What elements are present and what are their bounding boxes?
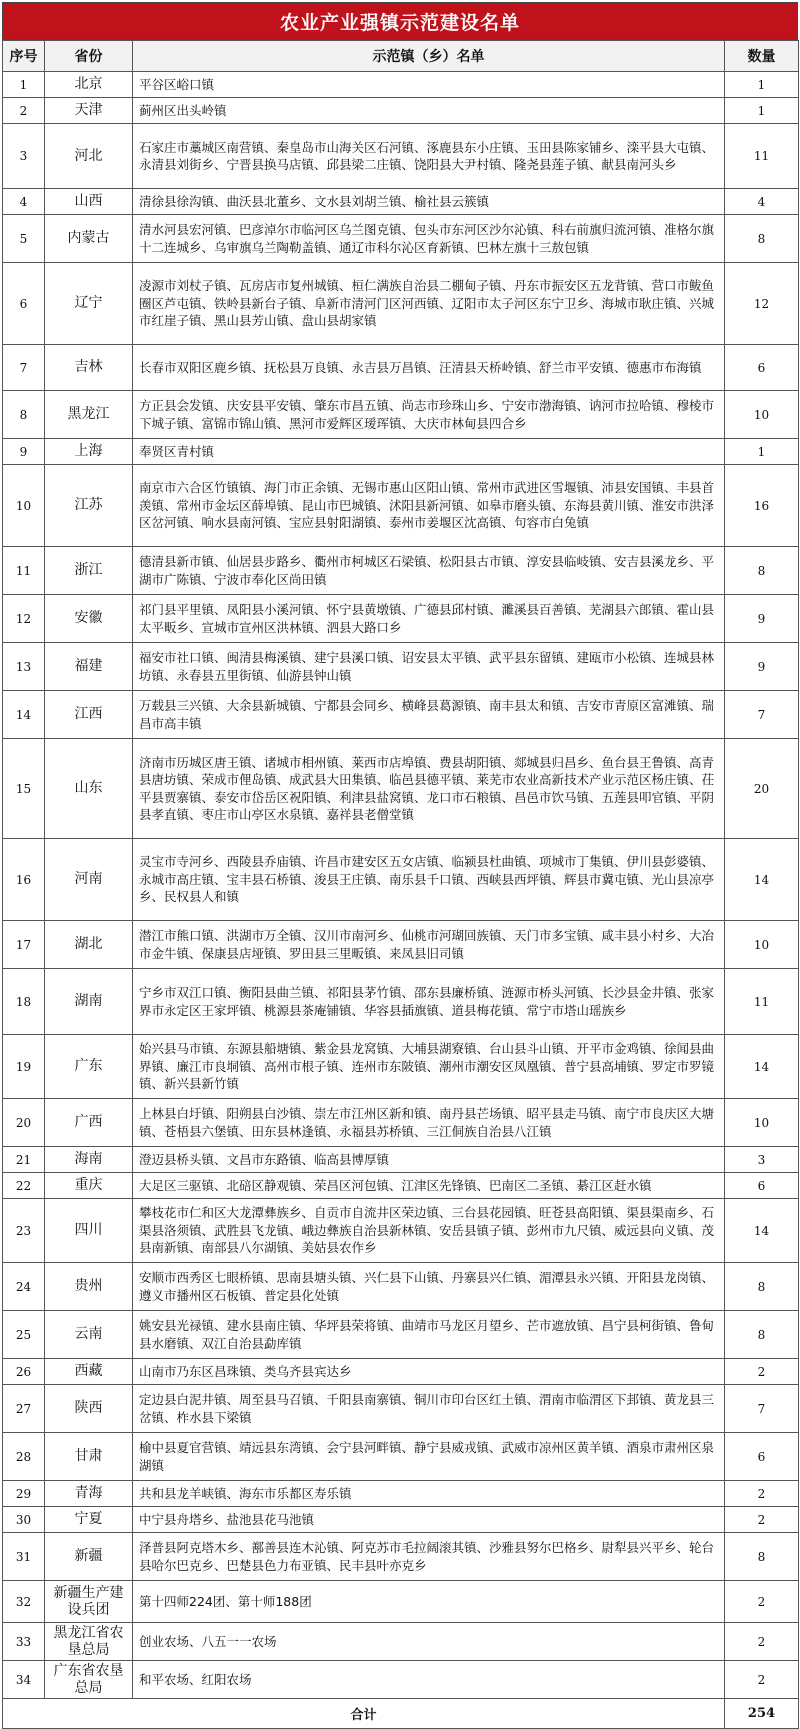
- row-towns: 凌源市刘杖子镇、瓦房店市复州城镇、桓仁满族自治县二棚甸子镇、丹东市振安区五龙背镇、营口市鲅鱼圈区芦屯镇、铁岭县新台子镇、阜新市清河门区河西镇、辽阳市太子河区东宁卫乡、海城市耿庄镇、兴城市红崖子镇、黑山县芳山镇、盘山县胡家镇: [133, 263, 725, 345]
- row-count: 1: [725, 439, 799, 465]
- row-seq: 29: [3, 1481, 45, 1507]
- row-province: 山东: [45, 739, 133, 839]
- row-seq: 28: [3, 1433, 45, 1481]
- row-count: 10: [725, 391, 799, 439]
- header-row: [3, 41, 799, 72]
- row-seq: 24: [3, 1263, 45, 1311]
- row-count: 1: [725, 98, 799, 124]
- row-province: 广东省农垦总局: [45, 1661, 133, 1699]
- table-row: [3, 1385, 799, 1433]
- row-province: 四川: [45, 1199, 133, 1263]
- row-count: 8: [725, 1533, 799, 1581]
- table-row: [3, 465, 799, 547]
- table-row: [3, 189, 799, 215]
- table-row: [3, 595, 799, 643]
- row-towns: 福安市社口镇、闽清县梅溪镇、建宁县溪口镇、诏安县太平镇、武平县东留镇、建瓯市小松镇、连城县林坊镇、永春县五里街镇、仙游县钟山镇: [133, 643, 725, 691]
- table-row: [3, 691, 799, 739]
- row-count: 12: [725, 263, 799, 345]
- row-seq: 31: [3, 1533, 45, 1581]
- row-towns: 始兴县马市镇、东源县船塘镇、紫金县龙窝镇、大埔县湖寮镇、台山县斗山镇、开平市金鸡镇、徐闻县曲界镇、廉江市良垌镇、高州市根子镇、连州市东陂镇、潮州市潮安区凤凰镇、普宁县高埔镇、罗定市罗镜镇、新兴县新竹镇: [133, 1035, 725, 1099]
- table-title: 农业产业强镇示范建设名单: [2, 2, 798, 40]
- row-towns: 上林县白圩镇、阳朔县白沙镇、崇左市江州区新和镇、南丹县芒场镇、昭平县走马镇、南宁市良庆区大塘镇、苍梧县六堡镇、田东县林逢镇、永福县苏桥镇、三江侗族自治县八江镇: [133, 1099, 725, 1147]
- row-province: 黑龙江: [45, 391, 133, 439]
- row-towns: 共和县龙羊峡镇、海东市乐都区寿乐镇: [133, 1481, 725, 1507]
- row-towns: 宁乡市双江口镇、衡阳县曲兰镇、祁阳县茅竹镇、邵东县廉桥镇、涟源市桥头河镇、长沙县金井镇、张家界市永定区王家坪镇、桃源县茶庵铺镇、华容县插旗镇、道县梅花镇、常宁市塔山瑶族乡: [133, 969, 725, 1035]
- row-province: 西藏: [45, 1359, 133, 1385]
- table-row: [3, 969, 799, 1035]
- row-count: 8: [725, 1263, 799, 1311]
- row-seq: 5: [3, 215, 45, 263]
- row-count: 6: [725, 1433, 799, 1481]
- row-towns: 南京市六合区竹镇镇、海门市正余镇、无锡市惠山区阳山镇、常州市武进区雪堰镇、沛县安国镇、丰县首羡镇、常州市金坛区薛埠镇、昆山市巴城镇、沭阳县新河镇、如皋市磨头镇、东海县黄川镇、淮安市洪泽区岔河镇、响水县南河镇、宝应县射阳湖镇、泰州市姜堰区沈高镇、句容市白兔镇: [133, 465, 725, 547]
- row-towns: 姚安县光禄镇、建水县南庄镇、华坪县荣将镇、曲靖市马龙区月望乡、芒市遮放镇、昌宁县柯街镇、鲁甸县水磨镇、双江自治县勐库镇: [133, 1311, 725, 1359]
- row-towns: 平谷区峪口镇: [133, 72, 725, 98]
- table-row: [3, 263, 799, 345]
- row-province: 新疆: [45, 1533, 133, 1581]
- row-count: 10: [725, 1099, 799, 1147]
- row-seq: 26: [3, 1359, 45, 1385]
- row-count: 2: [725, 1661, 799, 1699]
- row-province: 辽宁: [45, 263, 133, 345]
- row-count: 14: [725, 839, 799, 921]
- row-seq: 25: [3, 1311, 45, 1359]
- row-province: 江西: [45, 691, 133, 739]
- header-count: 数量: [725, 41, 799, 72]
- row-count: 8: [725, 1311, 799, 1359]
- row-seq: 30: [3, 1507, 45, 1533]
- row-count: 6: [725, 1173, 799, 1199]
- table-row: [3, 345, 799, 391]
- row-province: 山西: [45, 189, 133, 215]
- row-towns: 澄迈县桥头镇、文昌市东路镇、临高县博厚镇: [133, 1147, 725, 1173]
- row-province: 河南: [45, 839, 133, 921]
- row-seq: 3: [3, 124, 45, 189]
- row-towns: 灵宝市寺河乡、西陵县乔庙镇、许昌市建安区五女店镇、临颍县杜曲镇、项城市丁集镇、伊川县彭婆镇、永城市高庄镇、宝丰县石桥镇、浚县王庄镇、南乐县千口镇、西峡县西坪镇、辉县市冀屯镇、光山县凉亭乡、民权县人和镇: [133, 839, 725, 921]
- row-count: 9: [725, 595, 799, 643]
- row-province: 吉林: [45, 345, 133, 391]
- row-count: 4: [725, 189, 799, 215]
- row-seq: 8: [3, 391, 45, 439]
- row-seq: 11: [3, 547, 45, 595]
- total-label: 合计: [3, 1699, 725, 1729]
- table-row: [3, 391, 799, 439]
- town-list-table: [2, 40, 799, 1729]
- row-towns: 万载县三兴镇、大余县新城镇、宁都县会同乡、横峰县葛源镇、南丰县太和镇、吉安市青原区富滩镇、瑞昌市高丰镇: [133, 691, 725, 739]
- table-body: [3, 72, 799, 1699]
- row-seq: 4: [3, 189, 45, 215]
- table-row: [3, 1533, 799, 1581]
- table-row: [3, 643, 799, 691]
- table-row: [3, 1623, 799, 1661]
- row-seq: 15: [3, 739, 45, 839]
- row-towns: 山南市乃东区昌珠镇、类乌齐县宾达乡: [133, 1359, 725, 1385]
- row-seq: 23: [3, 1199, 45, 1263]
- row-towns: 祁门县平里镇、凤阳县小溪河镇、怀宁县黄墩镇、广德县邱村镇、濉溪县百善镇、芜湖县六郎镇、霍山县太平畈乡、宣城市宣州区洪林镇、泗县大路口乡: [133, 595, 725, 643]
- table-row: [3, 1173, 799, 1199]
- table-row: [3, 839, 799, 921]
- row-province: 黑龙江省农垦总局: [45, 1623, 133, 1661]
- row-count: 9: [725, 643, 799, 691]
- row-province: 湖北: [45, 921, 133, 969]
- header-province: 省份: [45, 41, 133, 72]
- row-count: 7: [725, 1385, 799, 1433]
- row-towns: 中宁县舟塔乡、盐池县花马池镇: [133, 1507, 725, 1533]
- row-towns: 清水河县宏河镇、巴彦淖尔市临河区乌兰图克镇、包头市东河区沙尔沁镇、科右前旗归流河镇、准格尔旗十二连城乡、乌审旗乌兰陶勒盖镇、通辽市科尔沁区育新镇、巴林左旗十三敖包镇: [133, 215, 725, 263]
- row-seq: 32: [3, 1581, 45, 1623]
- table-row: [3, 72, 799, 98]
- row-province: 贵州: [45, 1263, 133, 1311]
- row-province: 广东: [45, 1035, 133, 1099]
- row-seq: 2: [3, 98, 45, 124]
- row-seq: 16: [3, 839, 45, 921]
- row-count: 2: [725, 1623, 799, 1661]
- row-province: 海南: [45, 1147, 133, 1173]
- row-province: 浙江: [45, 547, 133, 595]
- row-count: 20: [725, 739, 799, 839]
- row-towns: 泽普县阿克塔木乡、鄯善县连木沁镇、阿克苏市毛拉阔滚其镇、沙雅县努尔巴格乡、尉犁县兴平乡、轮台县哈尔巴克乡、巴楚县色力布亚镇、民丰县叶亦克乡: [133, 1533, 725, 1581]
- row-seq: 18: [3, 969, 45, 1035]
- row-seq: 21: [3, 1147, 45, 1173]
- row-towns: 榆中县夏官营镇、靖远县东湾镇、会宁县河畔镇、静宁县威戎镇、武威市凉州区黄羊镇、酒泉市肃州区泉湖镇: [133, 1433, 725, 1481]
- row-province: 广西: [45, 1099, 133, 1147]
- row-province: 北京: [45, 72, 133, 98]
- row-seq: 1: [3, 72, 45, 98]
- row-towns: 清徐县徐沟镇、曲沃县北董乡、文水县刘胡兰镇、榆社县云簇镇: [133, 189, 725, 215]
- row-towns: 和平农场、红阳农场: [133, 1661, 725, 1699]
- row-province: 安徽: [45, 595, 133, 643]
- table-row: [3, 1035, 799, 1099]
- row-province: 河北: [45, 124, 133, 189]
- table-row: [3, 124, 799, 189]
- row-count: 11: [725, 969, 799, 1035]
- row-seq: 6: [3, 263, 45, 345]
- table-row: [3, 1661, 799, 1699]
- table-row: [3, 739, 799, 839]
- row-towns: 德清县新市镇、仙居县步路乡、衢州市柯城区石梁镇、松阳县古市镇、淳安县临岐镇、安吉县溪龙乡、平湖市广陈镇、宁波市奉化区尚田镇: [133, 547, 725, 595]
- row-count: 7: [725, 691, 799, 739]
- row-towns: 大足区三驱镇、北碚区静观镇、荣昌区河包镇、江津区先锋镇、巴南区二圣镇、綦江区赶水镇: [133, 1173, 725, 1199]
- table-row: [3, 547, 799, 595]
- row-seq: 22: [3, 1173, 45, 1199]
- table-row: [3, 1099, 799, 1147]
- row-count: 2: [725, 1507, 799, 1533]
- table-row: [3, 1507, 799, 1533]
- table-row: [3, 1359, 799, 1385]
- table-row: [3, 1433, 799, 1481]
- row-seq: 7: [3, 345, 45, 391]
- row-towns: 济南市历城区唐王镇、诸城市相州镇、莱西市店埠镇、费县胡阳镇、郯城县归昌乡、鱼台县王鲁镇、高青县唐坊镇、荣成市俚岛镇、成武县大田集镇、临邑县德平镇、莱芜市农业高新技术产业示范区杨庄镇、茌平县贾寨镇、泰安市岱岳区祝阳镇、利津县盐窝镇、龙口市石粮镇、昌邑市饮马镇、五莲县叩官镇、平阴县孝直镇、枣庄市山亭区水泉镇、嘉祥县老僧堂镇: [133, 739, 725, 839]
- table-row: [3, 921, 799, 969]
- row-count: 2: [725, 1581, 799, 1623]
- row-seq: 19: [3, 1035, 45, 1099]
- row-province: 青海: [45, 1481, 133, 1507]
- row-count: 11: [725, 124, 799, 189]
- row-towns: 蓟州区出头岭镇: [133, 98, 725, 124]
- row-province: 云南: [45, 1311, 133, 1359]
- row-province: 天津: [45, 98, 133, 124]
- row-towns: 创业农场、八五一一农场: [133, 1623, 725, 1661]
- row-province: 重庆: [45, 1173, 133, 1199]
- table-row: [3, 98, 799, 124]
- table-row: [3, 1147, 799, 1173]
- row-seq: 14: [3, 691, 45, 739]
- table-row: [3, 1311, 799, 1359]
- row-towns: 长春市双阳区鹿乡镇、抚松县万良镇、永吉县万昌镇、汪清县天桥岭镇、舒兰市平安镇、德惠市布海镇: [133, 345, 725, 391]
- row-towns: 攀枝花市仁和区大龙潭彝族乡、自贡市自流井区荣边镇、三台县花园镇、旺苍县高阳镇、渠县渠南乡、石渠县洛须镇、武胜县飞龙镇、峨边彝族自治县新林镇、安岳县镇子镇、彭州市九尺镇、威远县向义镇、茂县南新镇、南部县八尔湖镇、美姑县农作乡: [133, 1199, 725, 1263]
- row-seq: 10: [3, 465, 45, 547]
- row-towns: 奉贤区青村镇: [133, 439, 725, 465]
- row-province: 福建: [45, 643, 133, 691]
- header-seq: 序号: [3, 41, 45, 72]
- row-count: 2: [725, 1481, 799, 1507]
- row-seq: 34: [3, 1661, 45, 1699]
- row-province: 内蒙古: [45, 215, 133, 263]
- row-province: 湖南: [45, 969, 133, 1035]
- header-towns: 示范镇（乡）名单: [133, 41, 725, 72]
- row-towns: 潜江市熊口镇、洪湖市万全镇、汉川市南河乡、仙桃市河瑚回族镇、天门市多宝镇、咸丰县小村乡、大冶市金牛镇、保康县店垭镇、罗田县三里畈镇、来凤县旧司镇: [133, 921, 725, 969]
- row-province: 陕西: [45, 1385, 133, 1433]
- row-count: 1: [725, 72, 799, 98]
- row-count: 10: [725, 921, 799, 969]
- row-province: 江苏: [45, 465, 133, 547]
- row-count: 6: [725, 345, 799, 391]
- table-row: [3, 439, 799, 465]
- row-seq: 20: [3, 1099, 45, 1147]
- row-province: 新疆生产建设兵团: [45, 1581, 133, 1623]
- row-seq: 13: [3, 643, 45, 691]
- row-count: 14: [725, 1035, 799, 1099]
- table-row: [3, 1199, 799, 1263]
- roster-sheet: [2, 2, 798, 1729]
- row-count: 14: [725, 1199, 799, 1263]
- row-count: 16: [725, 465, 799, 547]
- table-row: [3, 1581, 799, 1623]
- row-towns: 第十四师224团、第十师188团: [133, 1581, 725, 1623]
- row-province: 上海: [45, 439, 133, 465]
- table-row: [3, 1263, 799, 1311]
- total-row: [3, 1699, 799, 1729]
- total-count: 254: [725, 1699, 799, 1729]
- row-count: 8: [725, 547, 799, 595]
- table-row: [3, 1481, 799, 1507]
- row-province: 甘肃: [45, 1433, 133, 1481]
- row-province: 宁夏: [45, 1507, 133, 1533]
- row-towns: 安顺市西秀区七眼桥镇、思南县塘头镇、兴仁县下山镇、丹寨县兴仁镇、湄潭县永兴镇、开阳县龙岗镇、遵义市播州区石板镇、普定县化处镇: [133, 1263, 725, 1311]
- row-towns: 方正县会发镇、庆安县平安镇、肇东市昌五镇、尚志市珍珠山乡、宁安市渤海镇、讷河市拉哈镇、穆棱市下城子镇、富锦市锦山镇、黑河市爱辉区瑷珲镇、大庆市林甸县四合乡: [133, 391, 725, 439]
- row-seq: 12: [3, 595, 45, 643]
- row-towns: 石家庄市藁城区南营镇、秦皇岛市山海关区石河镇、涿鹿县东小庄镇、玉田县陈家铺乡、滦平县大屯镇、永清县刘街乡、宁晋县换马店镇、邱县梁二庄镇、饶阳县大尹村镇、隆尧县莲子镇、献县南河头乡: [133, 124, 725, 189]
- row-count: 8: [725, 215, 799, 263]
- row-seq: 17: [3, 921, 45, 969]
- row-towns: 定边县白泥井镇、周至县马召镇、千阳县南寨镇、铜川市印台区红土镇、渭南市临渭区下邽镇、黄龙县三岔镇、柞水县下梁镇: [133, 1385, 725, 1433]
- row-count: 2: [725, 1359, 799, 1385]
- row-seq: 9: [3, 439, 45, 465]
- row-seq: 33: [3, 1623, 45, 1661]
- row-count: 3: [725, 1147, 799, 1173]
- row-seq: 27: [3, 1385, 45, 1433]
- table-row: [3, 215, 799, 263]
